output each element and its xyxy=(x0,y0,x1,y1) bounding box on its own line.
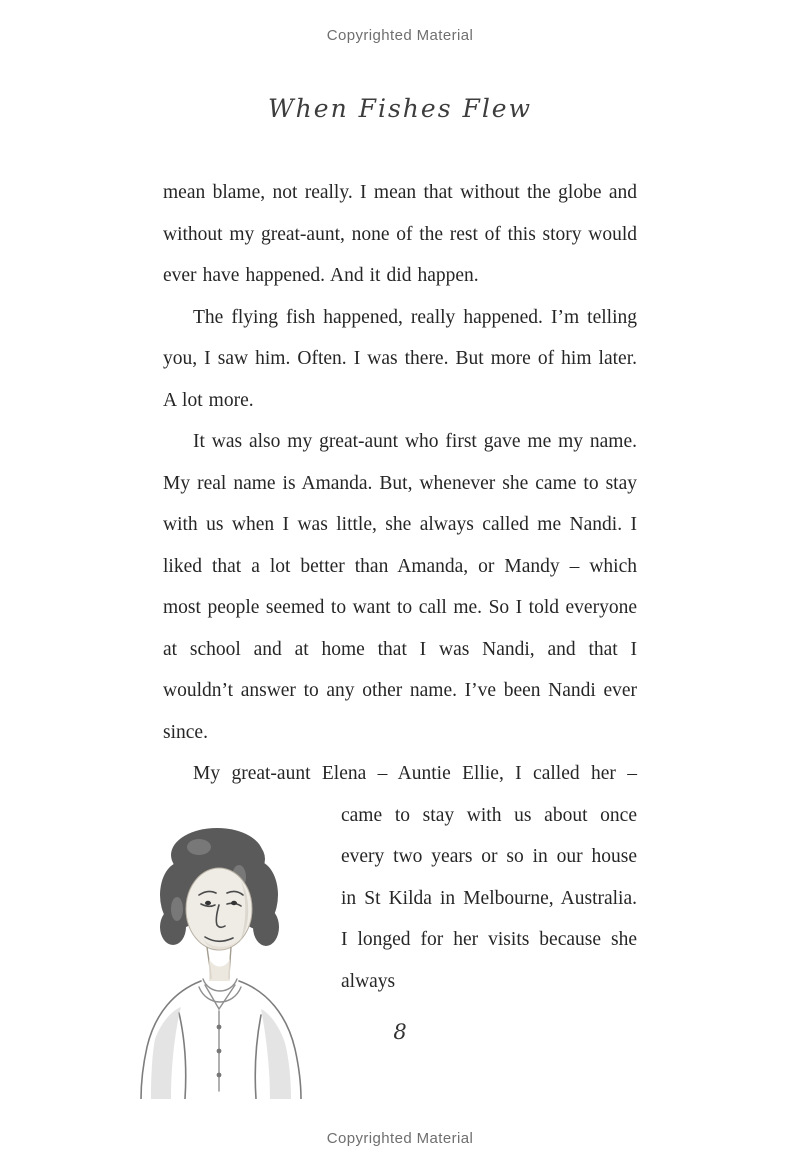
body-paragraph-1: mean blame, not really. I mean that without the globe and without my great-aunt, none of the rest of this story would ever have happened. And it did happen. xyxy=(163,182,637,286)
body-paragraph-4-text: came to stay with us about once every two years or so in our house in St Kilda in Melbourne, Australia. I longed for her visits because she always xyxy=(341,804,637,992)
body-paragraph-4-lead: My great-aunt Elena – Auntie Ellie, I called her – xyxy=(193,763,637,784)
body-text-block xyxy=(163,172,637,1099)
great-aunt-portrait-illustration xyxy=(115,799,327,1099)
body-paragraph-3: It was also my great-aunt who first gave me my name. My real name is Amanda. But, whenever she came to stay with us when I was little, she always called me Nandi. I liked that a lot better than Amanda, or Mandy – which most people seemed to want to call me. So I told everyone at school and at home that I was Nandi, and that I wouldn’t answer to any other name. I’ve been Nandi ever since. xyxy=(163,431,637,743)
running-head-title: When Fishes Flew xyxy=(267,94,533,123)
body-paragraph-4 xyxy=(163,795,637,1003)
page-number: 8 xyxy=(393,1020,407,1044)
body-paragraph-2: The flying fish happened, really happened. I’m telling you, I saw him. Often. I was there. But more of him later. A lot more. xyxy=(163,306,637,411)
copyright-notice-bottom: Copyrighted Material xyxy=(326,1130,474,1147)
copyright-notice-top: Copyrighted Material xyxy=(326,27,474,44)
